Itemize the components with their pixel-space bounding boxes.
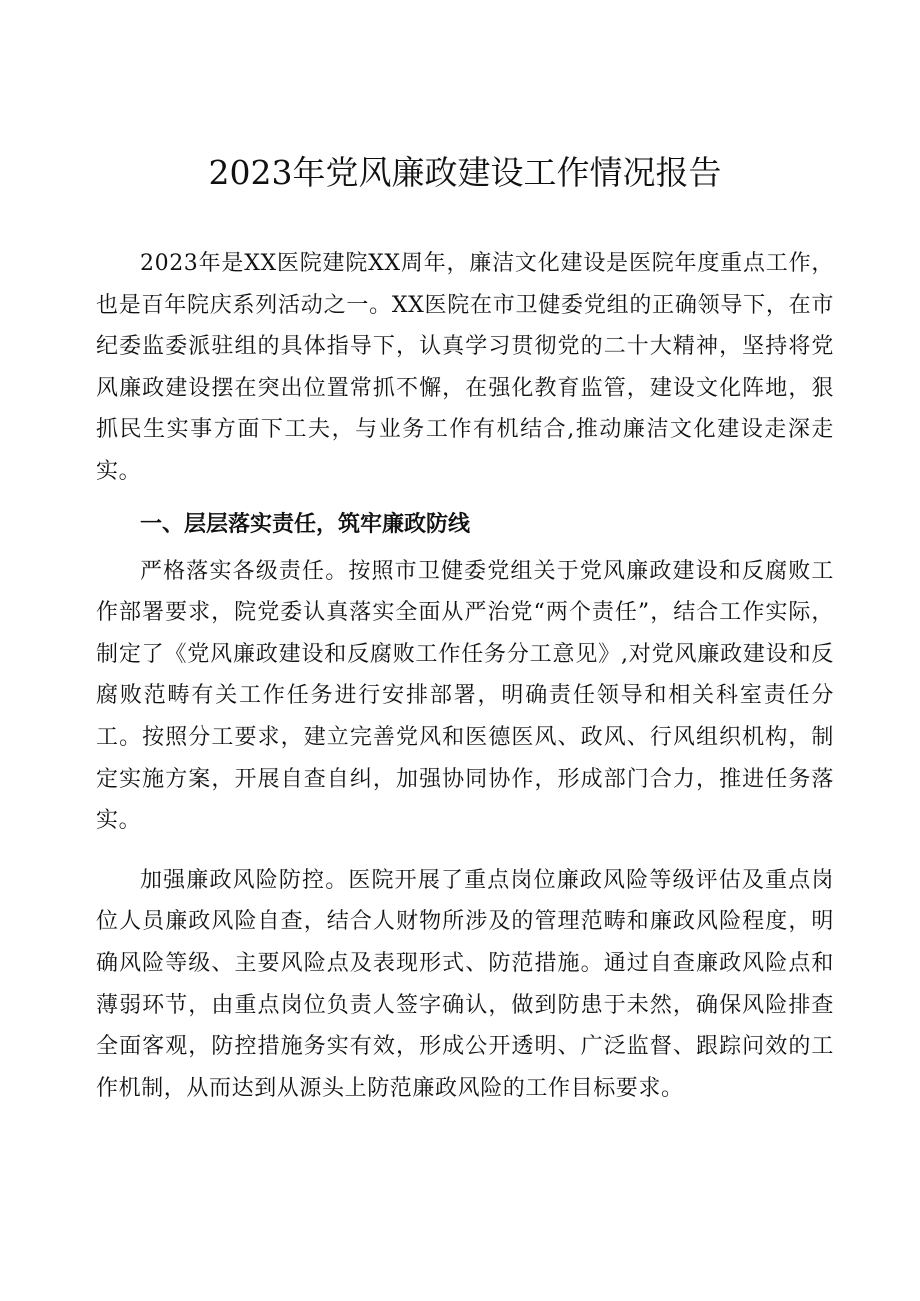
intro-paragraph: 2023年是XX医院建院XX周年，廉洁文化建设是医院年度重点工作，也是百年院庆系列活动之一。XX医院在市卫健委党组的正确领导下，在市纪委监委派驻组的具体指导下，认真学习贯彻党的二十大精神，坚持将党风廉政建设摆在突出位置常抓不懈，在强化教育监管，建设文化阵地，狠抓民生实事方面下工夫，与业务工作有机结合,推动廉洁文化建设走深走实。: [96, 251, 834, 484]
responsibility-paragraph: 严格落实各级责任。按照市卫健委党组关于党风廉政建设和反腐败工作部署要求，院党委认真落实全面从严治党“两个责任”，结合工作实际，制定了《党风廉政建设和反腐败工作任务分工意见》,对党风廉政建设和反腐败范畴有关工作任务进行安排部署，明确责任领导和相关科室责任分工。按照分工要求，建立完善党风和医德医风、政风、行风组织机构，制定实施方案，开展自查自纠，加强协同协作，形成部门合力，推进任务落实。: [96, 558, 834, 834]
paragraph-gap: [96, 842, 834, 860]
document-page: [96, 0, 834, 1301]
document-title: 2023年党风廉政建设工作情况报告: [208, 153, 722, 192]
section-heading: 一、层层落实责任，筑牢廉政防线: [140, 511, 471, 537]
risk-control-paragraph: 加强廉政风险防控。医院开展了重点岗位廉政风险等级评估及重点岗位人员廉政风险自查，结合人财物所涉及的管理范畴和廉政风险程度，明确风险等级、主要风险点及表现形式、防范措施。通过自查廉政风险点和薄弱环节，由重点岗位负责人签字确认，做到防患于未然，确保风险排查全面客观，防控措施务实有效，形成公开透明、广泛监督、跟踪问效的工作机制，从而达到从源头上防范廉政风险的工作目标要求。: [96, 867, 834, 1101]
document-body: [96, 243, 834, 1109]
